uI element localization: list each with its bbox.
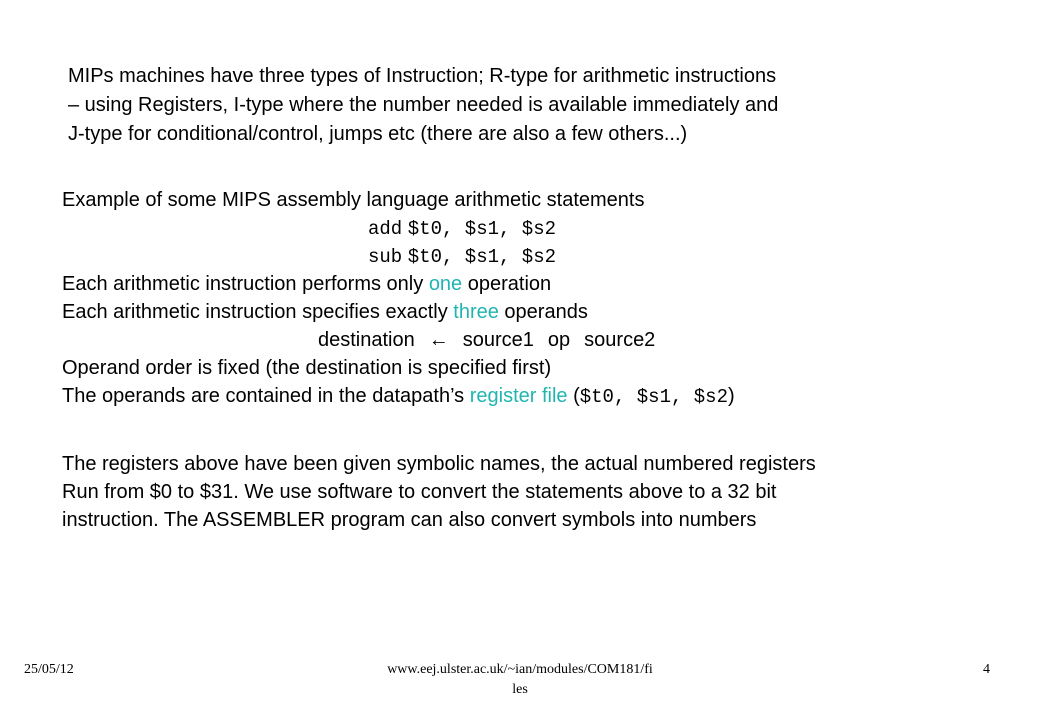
formula-op: op	[547, 329, 571, 351]
code-args: $t0, $s1, $s2	[407, 218, 557, 240]
formula-source1: source1	[462, 329, 534, 351]
intro-paragraph	[68, 62, 968, 149]
footer-date: 25/05/12	[24, 662, 74, 677]
left-arrow-icon: ←	[428, 329, 449, 351]
statement-text: operands	[498, 301, 588, 323]
statement-one-operation	[62, 270, 982, 298]
formula-source2: source2	[584, 329, 656, 351]
paren-close: )	[727, 385, 735, 407]
highlight-text: three	[453, 301, 499, 323]
notes-line: Run from $0 to $31. We use software to convert the statements above to a 32 bit	[62, 481, 777, 503]
notes-line: The registers above have been given symbolic names, the actual numbered registers	[62, 453, 816, 475]
highlight-text: register file	[469, 385, 568, 407]
footer-url-line: www.eej.ulster.ac.uk/~ian/modules/COM181/fi	[387, 662, 653, 677]
intro-line: J-type for conditional/control, jumps etc (there are also a few others...)	[68, 123, 688, 145]
statement-text: Each arithmetic instruction performs only	[62, 273, 429, 295]
statement-text: operation	[462, 273, 552, 295]
statement-operand-order: Operand order is fixed (the destination is specified first)	[62, 357, 552, 379]
paren-open: (	[567, 385, 580, 407]
statement-three-operands	[62, 298, 982, 326]
footer-url-line: les	[512, 682, 528, 697]
notes-line: instruction. The ASSEMBLER program can also convert symbols into numbers	[62, 509, 757, 531]
intro-line: MIPs machines have three types of Instruction; R-type for arithmetic instructions	[68, 65, 777, 87]
example-heading: Example of some MIPS assembly language arithmetic statements	[62, 189, 645, 211]
code-args: $t0, $s1, $s2	[407, 246, 557, 268]
code-op: sub	[368, 246, 403, 268]
example-section	[62, 186, 982, 410]
statement-register-file	[62, 382, 982, 410]
code-op: add	[368, 218, 403, 240]
intro-line: – using Registers, I-type where the number needed is available immediately and	[68, 94, 779, 116]
footer-url	[340, 660, 700, 700]
notes-paragraph	[62, 450, 982, 534]
statement-text: The operands are contained in the datapath’s	[62, 385, 470, 407]
page-number: 4	[983, 662, 990, 677]
statement-text: Each arithmetic instruction specifies exactly	[62, 301, 454, 323]
code-line-sub	[62, 242, 982, 270]
register-list: $t0, $s1, $s2	[579, 386, 728, 408]
formula-destination: destination	[318, 329, 415, 351]
operand-formula	[62, 326, 982, 354]
highlight-text: one	[428, 273, 463, 295]
code-line-add	[62, 214, 982, 242]
